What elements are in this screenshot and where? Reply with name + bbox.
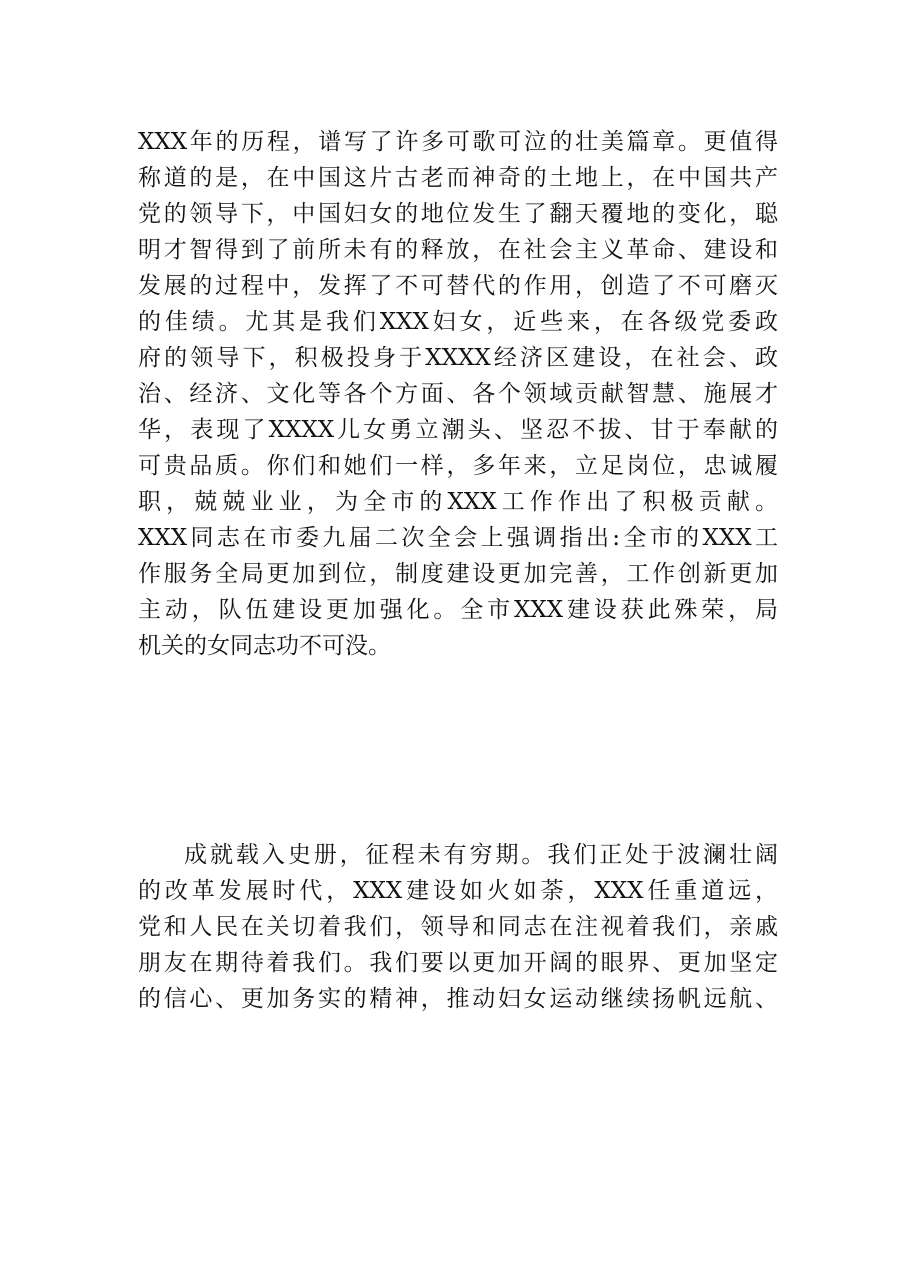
paragraph-line: 职，兢兢业业，为全市的XXX工作作出了积极贡献。 [138, 489, 778, 515]
paragraph-line: 明才智得到了前所未有的释放，在社会主义革命、建设和 [138, 237, 778, 263]
paragraph-line: 作服务全局更加到位，制度建设更加完善，工作创新更加 [138, 561, 778, 587]
paragraph-line: 可贵品质。你们和她们一样，多年来，立足岗位，忠诚履 [138, 453, 778, 479]
paragraph-line: 党的领导下，中国妇女的地位发生了翻天覆地的变化，聪 [138, 201, 778, 227]
paragraph-line: 党和人民在关切着我们，领导和同志在注视着我们，亲戚 [138, 914, 778, 940]
paragraph-line: 的信心、更加务实的精神，推动妇女运动继续扬帆远航、 [138, 986, 778, 1012]
paragraph-line: 府的领导下，积极投身于XXXX经济区建设，在社会、政 [138, 345, 778, 371]
paragraph-line: 机关的女同志功不可没。 [138, 633, 391, 659]
paragraph-2 [138, 837, 778, 1017]
paragraph-line: XXX年的历程，谱写了许多可歌可泣的壮美篇章。更值得 [138, 129, 778, 155]
paragraph-line: 称道的是，在中国这片古老而神奇的土地上，在中国共产 [138, 165, 778, 191]
paragraph-line: 发展的过程中，发挥了不可替代的作用，创造了不可磨灭 [138, 273, 778, 299]
paragraph-1 [138, 124, 778, 664]
paragraph-line: 主动，队伍建设更加强化。全市XXX建设获此殊荣，局 [138, 597, 778, 623]
paragraph-line: XXX同志在市委九届二次全会上强调指出:全市的XXX工 [138, 525, 778, 551]
paragraph-line: 的佳绩。尤其是我们XXX妇女，近些来，在各级党委政 [138, 309, 778, 335]
paragraph-line: 朋友在期待着我们。我们要以更加开阔的眼界、更加坚定 [138, 950, 778, 976]
paragraph-line: 的改革发展时代，XXX建设如火如荼，XXX任重道远， [138, 878, 778, 904]
paragraph-line: 成就载入史册，征程未有穷期。我们正处于波澜壮阔 [184, 842, 778, 868]
paragraph-line: 华，表现了XXXX儿女勇立潮头、坚忍不拔、甘于奉献的 [138, 417, 778, 443]
paragraph-line: 治、经济、文化等各个方面、各个领域贡献智慧、施展才 [138, 381, 778, 407]
